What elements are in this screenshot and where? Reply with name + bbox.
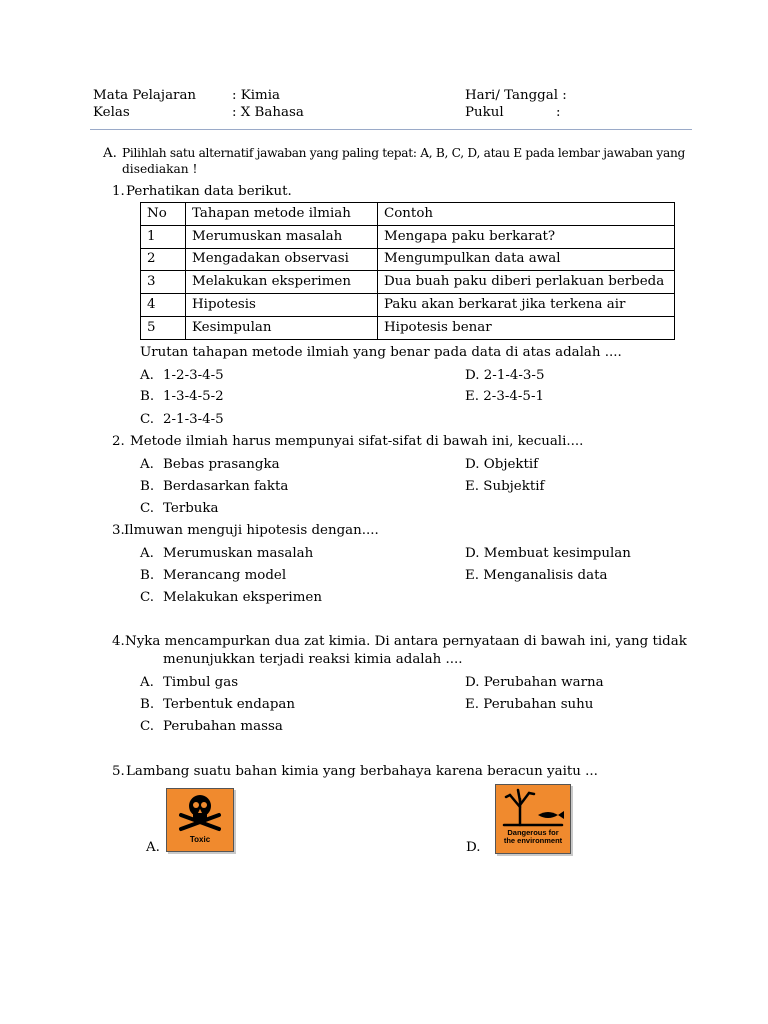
q3-option-c[interactable]: Melakukan eksperimen (163, 590, 322, 605)
subject-label: Mata Pelajaran (93, 88, 197, 103)
toxic-label: Toxic (189, 835, 211, 844)
environment-label: Dangerous for the environment (503, 828, 563, 845)
table-header-row (141, 203, 675, 226)
q4-option-d[interactable]: D. Perubahan warna (465, 675, 604, 690)
class-label: Kelas (93, 105, 130, 120)
table-cell: Hipotesis (186, 294, 378, 317)
q2-option-b[interactable]: Berdasarkan fakta (163, 479, 289, 494)
instruction-line-2: disediakan ! (122, 162, 198, 176)
q3-number: 3. (112, 523, 125, 538)
q2-option-a-letter: A. (140, 457, 154, 472)
q3-option-d[interactable]: D. Membuat kesimpulan (465, 546, 631, 561)
instruction-line-1: Pilihlah satu alternatif jawaban yang paling tepat: A, B, C, D, atau E pada lembar jawaban yang (122, 146, 686, 160)
q3-text: Ilmuwan menguji hipotesis dengan.... (124, 523, 379, 538)
subject-value: : Kimia (232, 88, 281, 103)
q4-line-2: menunjukkan terjadi reaksi kimia adalah .... (163, 652, 463, 667)
table-cell: Mengadakan observasi (186, 248, 378, 271)
table-cell: Merumuskan masalah (186, 225, 378, 248)
q4-option-a[interactable]: Timbul gas (163, 675, 239, 690)
class-value: : X Bahasa (232, 105, 304, 120)
q4-option-c[interactable]: Perubahan massa (163, 719, 283, 734)
q1-option-e[interactable]: E. 2-3-4-5-1 (465, 389, 544, 404)
q5-number: 5. (112, 764, 125, 779)
q1-option-c-letter: C. (140, 412, 155, 427)
q2-option-c[interactable]: Terbuka (163, 501, 219, 516)
q2-option-c-letter: C. (140, 501, 155, 516)
table-header-cell: No (141, 203, 186, 226)
table-cell: 3 (141, 271, 186, 294)
q1-option-b-letter: B. (140, 389, 155, 404)
table-cell: Hipotesis benar (378, 316, 675, 339)
header-divider (90, 129, 692, 130)
table-cell: 5 (141, 316, 186, 339)
q2-number: 2. (112, 434, 125, 449)
q4-line-1: Nyka mencampurkan dua zat kimia. Di antara pernyataan di bawah ini, yang tidak (125, 634, 687, 649)
table-row (141, 248, 675, 271)
q2-option-b-letter: B. (140, 479, 155, 494)
q1-number: 1. (112, 184, 125, 199)
table-cell: 1 (141, 225, 186, 248)
table-cell: Dua buah paku diberi perlakuan berbeda (378, 271, 675, 294)
environment-hazard-symbol[interactable] (495, 784, 571, 854)
table-row (141, 316, 675, 339)
table-row (141, 294, 675, 317)
time-colon: : (556, 105, 561, 120)
table-cell: Paku akan berkarat jika terkena air (378, 294, 675, 317)
toxic-symbol[interactable] (166, 788, 234, 852)
q1-option-a-letter: A. (140, 368, 154, 383)
table-cell: Melakukan eksperimen (186, 271, 378, 294)
dead-tree-fish-icon (496, 785, 570, 829)
section-marker: A. (103, 146, 117, 161)
q2-option-a[interactable]: Bebas prasangka (163, 457, 280, 472)
q3-option-b-letter: B. (140, 568, 155, 583)
table-cell: 4 (141, 294, 186, 317)
table-cell: 2 (141, 248, 186, 271)
q4-option-a-letter: A. (140, 675, 154, 690)
table-row (141, 271, 675, 294)
q4-option-e[interactable]: E. Perubahan suhu (465, 697, 594, 712)
q4-option-b-letter: B. (140, 697, 155, 712)
q4-option-b[interactable]: Terbentuk endapan (163, 697, 295, 712)
table-cell: Mengumpulkan data awal (378, 248, 675, 271)
q1-option-b[interactable]: 1-3-4-5-2 (163, 389, 224, 404)
q1-stem: Urutan tahapan metode ilmiah yang benar pada data di atas adalah .... (140, 345, 622, 360)
day-date-label: Hari/ Tanggal : (465, 88, 567, 103)
q3-option-a[interactable]: Merumuskan masalah (163, 546, 314, 561)
q5-option-a-letter[interactable]: A. (146, 840, 160, 855)
skull-crossbones-icon (167, 789, 233, 833)
q1-option-a[interactable]: 1-2-3-4-5 (163, 368, 224, 383)
q4-option-c-letter: C. (140, 719, 155, 734)
method-steps-table (140, 202, 675, 340)
table-header-cell: Contoh (378, 203, 675, 226)
q5-text: Lambang suatu bahan kimia yang berbahaya karena beracun yaitu ... (126, 764, 598, 779)
q1-option-d[interactable]: D. 2-1-4-3-5 (465, 368, 545, 383)
q2-text: Metode ilmiah harus mempunyai sifat-sifat di bawah ini, kecuali.... (130, 434, 584, 449)
table-row (141, 225, 675, 248)
q3-option-a-letter: A. (140, 546, 154, 561)
table-cell: Kesimpulan (186, 316, 378, 339)
q4-number: 4. (112, 634, 125, 649)
q1-option-c[interactable]: 2-1-3-4-5 (163, 412, 224, 427)
q2-option-d[interactable]: D. Objektif (465, 457, 539, 472)
q5-option-d-letter[interactable]: D. (466, 840, 481, 855)
q3-option-b[interactable]: Merancang model (163, 568, 287, 583)
q1-text: Perhatikan data berikut. (126, 184, 292, 199)
q3-option-c-letter: C. (140, 590, 155, 605)
q2-option-e[interactable]: E. Subjektif (465, 479, 545, 494)
time-label: Pukul (465, 105, 504, 120)
q3-option-e[interactable]: E. Menganalisis data (465, 568, 608, 583)
table-cell: Mengapa paku berkarat? (378, 225, 675, 248)
table-header-cell: Tahapan metode ilmiah (186, 203, 378, 226)
